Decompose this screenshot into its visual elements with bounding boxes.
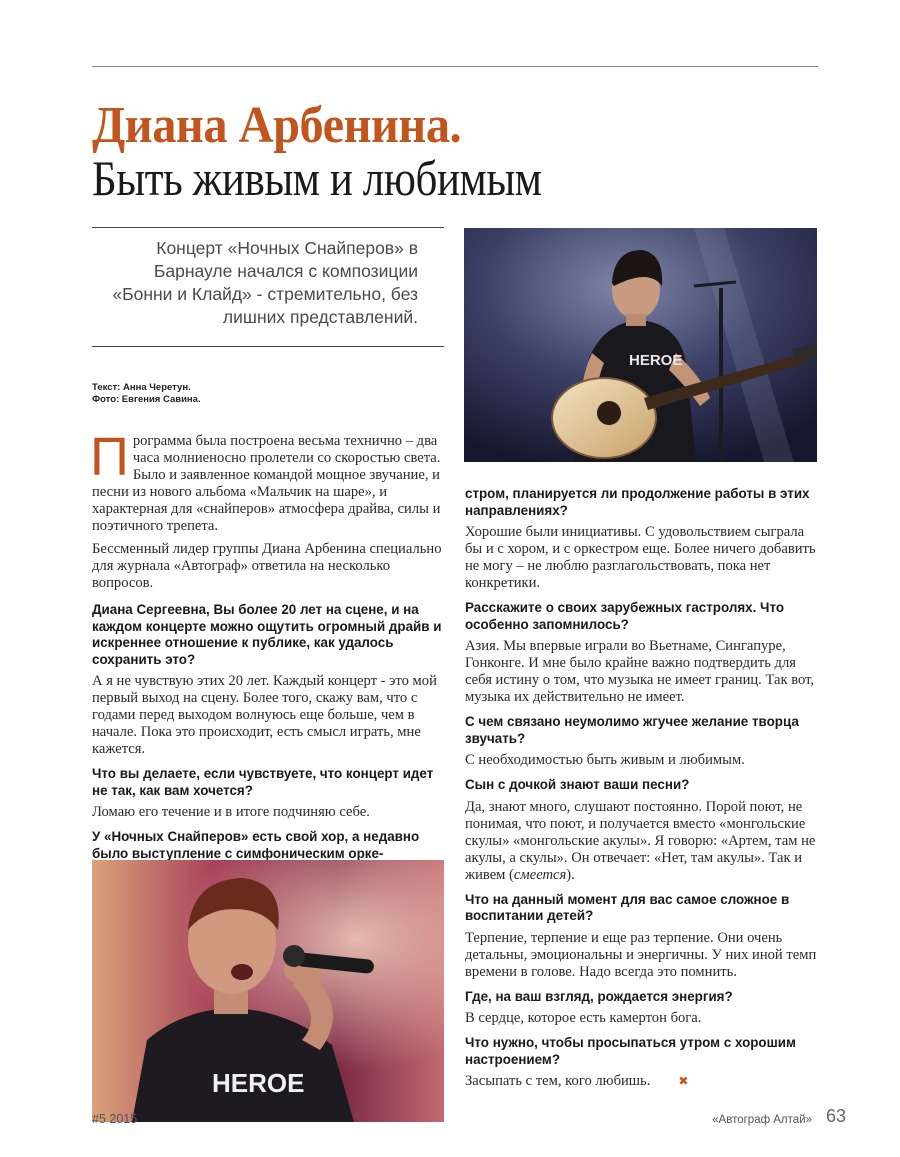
answer-8: В сердце, которое есть камертон бога. bbox=[465, 1010, 702, 1026]
article-column-left bbox=[90, 427, 444, 867]
question-3-part2: стром, планируется ли продолжение работы в этих направлениях? bbox=[465, 486, 810, 518]
photo-guitar-image bbox=[464, 228, 817, 462]
lead-paragraph: Концерт «Ночных Снайперов» в Барнауле начался с композиции «Бонни и Клайд» - стремительно, без лишних представлений. bbox=[112, 238, 418, 327]
photo-guitar bbox=[464, 228, 817, 462]
question-6: Сын с дочкой знают ваши песни? bbox=[465, 777, 690, 792]
article-title-line1: Диана Арбенина. bbox=[92, 97, 462, 154]
question-4: Расскажите о своих зарубежных гастролях. Что особенно запомнилось? bbox=[465, 600, 785, 632]
question-2: Что вы делаете, если чувствуете, что концерт идет не так, как вам хочется? bbox=[92, 766, 434, 798]
end-mark-icon: ✖ bbox=[678, 1074, 689, 1088]
lead-bottom-rule bbox=[92, 346, 444, 347]
photo-microphone-shirt-text: HEROE bbox=[212, 1068, 305, 1098]
footer-magazine: «Автограф Алтай» bbox=[712, 1114, 812, 1126]
answer-6: Да, знают много, слушают постоянно. Порой поют, не понимая, что поют, и получается вместо «монгольские скулы» «монгольские акулы». Я говорю: «Артем, там не акулы, а скулы». Он отвечает: «Нет, там акулы». Так и живем (смеется). bbox=[465, 798, 816, 883]
page-number: 63 bbox=[826, 1106, 847, 1126]
photo-guitar-shirt-text: HEROE bbox=[629, 352, 683, 369]
top-rule bbox=[92, 66, 818, 67]
question-9: Что нужно, чтобы просыпаться утром с хорошим настроением? bbox=[465, 1035, 796, 1067]
question-5: С чем связано неумолимо жгучее желание творца звучать? bbox=[465, 714, 799, 746]
answer-9: Засыпать с тем, кого любишь. ✖ bbox=[465, 1073, 689, 1089]
intro-paragraph: Программа была построена весьма технично – два часа молниеносно пролетели со скоростью света. Было и заявленное командой мощное звучание, и песни из нового альбома «Мальчик на шаре», и характерная для «снайперов» атмосфера драйва, силы и поэтичного трепета. bbox=[90, 427, 441, 534]
answer-3: Хорошие были инициативы. С удовольствием сыграла бы и с хором, и с оркестром еще. Более ничего добавить не могу – не люблю разглагольствовать, пока нет конкретики. bbox=[465, 524, 816, 591]
question-7: Что на данный момент для вас самое сложное в воспитании детей? bbox=[465, 891, 790, 923]
answer-2: Ломаю его течение и в итоге подчиняю себе. bbox=[92, 804, 370, 820]
credit-text-author: Текст: Анна Черетун. bbox=[92, 382, 191, 393]
credits bbox=[92, 382, 432, 406]
paragraph-2: Бессменный лидер группы Диана Арбенина специально для журнала «Автограф» ответила на несколько вопросов. bbox=[92, 541, 442, 591]
lead-top-rule bbox=[92, 227, 444, 228]
answer-1: А я не чувствую этих 20 лет. Каждый концерт - это мой первый выход на сцену. Более того, скажу вам, что с годами перед выходом волнуюсь еще больше, чем в начале. Пока это происходит, есть смысл играть, мне кажется. bbox=[92, 673, 437, 757]
question-1: Диана Сергеевна, Вы более 20 лет на сцене, и на каждом концерте можно ощутить огромный драйв и искреннее отношение к публике, как удалось сохранить это? bbox=[92, 602, 442, 667]
question-8: Где, на ваш взгляд, рождается энергия? bbox=[465, 988, 733, 1004]
footer-issue: #5 2015 bbox=[92, 1112, 138, 1126]
answer-5: С необходимостью быть живым и любимым. bbox=[465, 752, 745, 768]
photo-microphone-image bbox=[92, 860, 444, 1122]
article-title-line2: Быть живым и любимым bbox=[92, 150, 542, 206]
drop-cap: П bbox=[90, 427, 129, 487]
credit-photo-author: Фото: Евгения Савина. bbox=[92, 394, 201, 405]
answer-4: Азия. Мы впервые играли во Вьетнаме, Сингапуре, Гонконге. И мне было крайне важно подтвердить для себя истину о том, что музыка не имеет границ. Так вот, музыка их действительно не имеет. bbox=[465, 638, 815, 705]
question-3-part1: У «Ночных Снайперов» есть свой хор, а недавно было выступление с симфоническим орке- bbox=[92, 829, 420, 861]
answer-7: Терпение, терпение и еще раз терпение. Они очень детальны, эмоциональны и энергичны. У них иной темп времени в голове. Надо всегда это помнить. bbox=[465, 929, 817, 980]
article-column-right bbox=[465, 486, 817, 1098]
photo-microphone bbox=[92, 860, 444, 1122]
